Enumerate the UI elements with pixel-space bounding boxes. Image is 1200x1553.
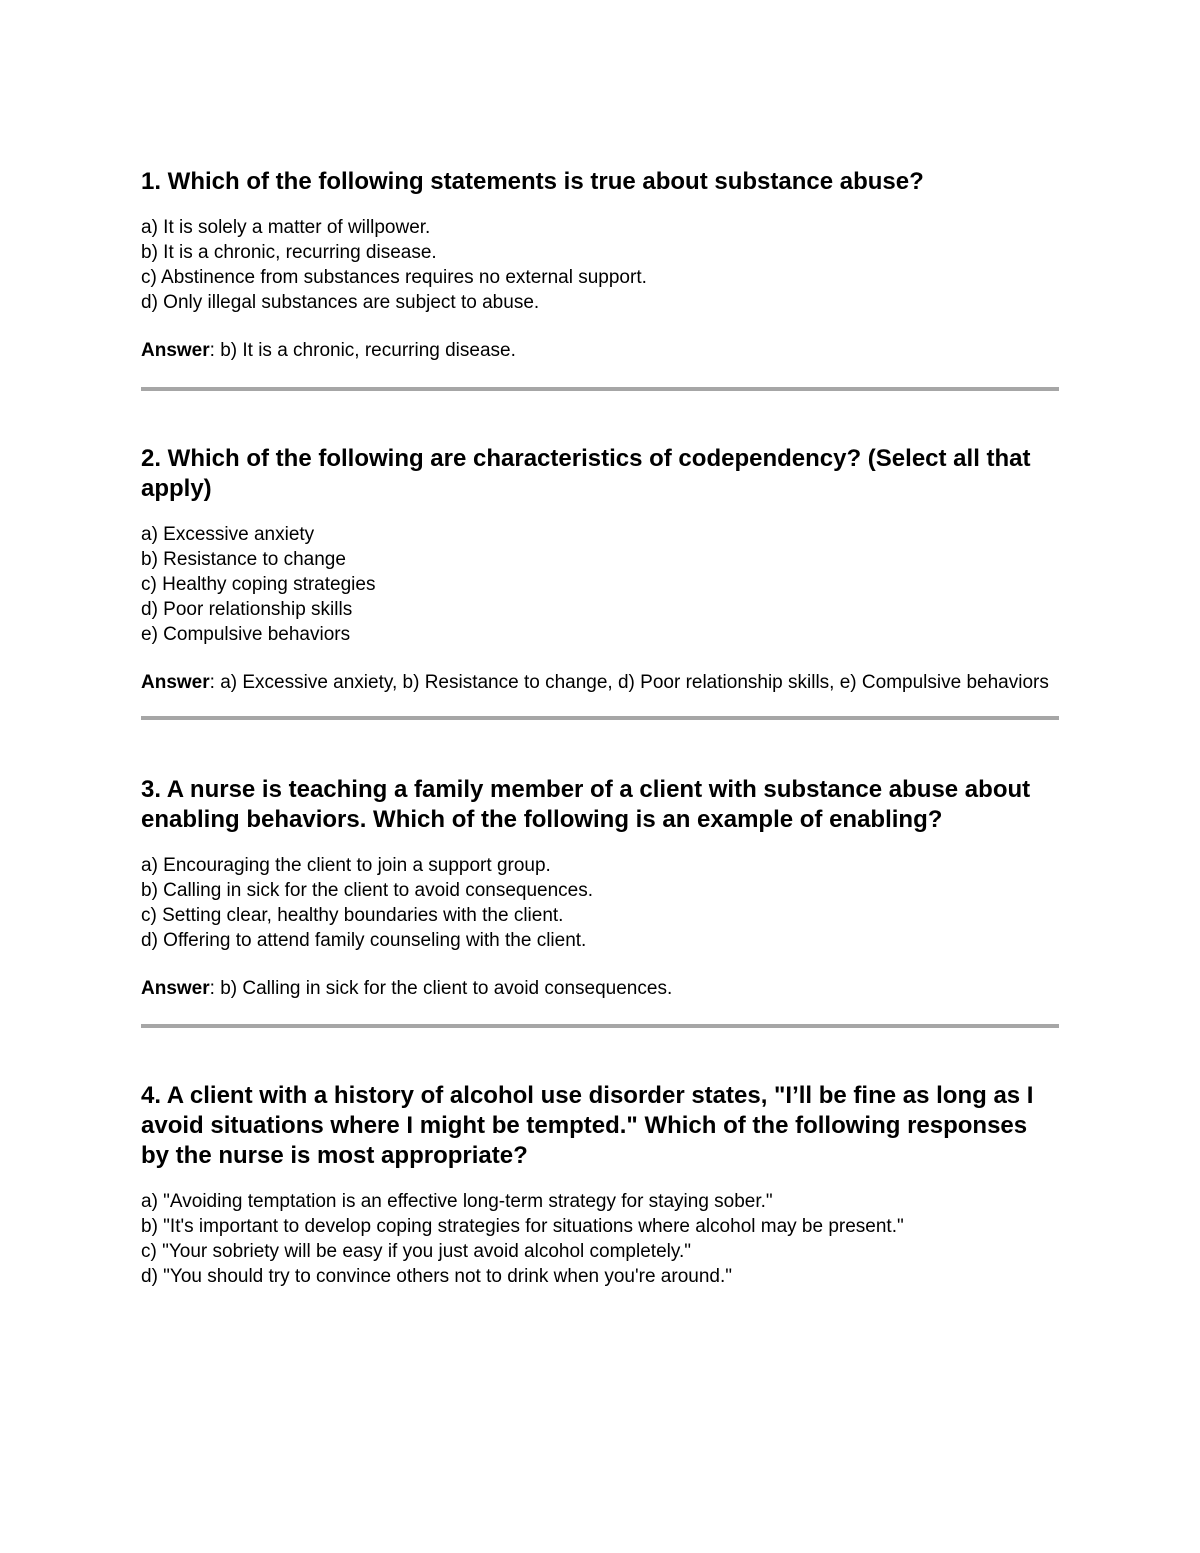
question-4-option-d: d) "You should try to convince others not to drink when you're around." (141, 1266, 732, 1287)
divider-2 (141, 716, 1059, 720)
question-3-answer-text: : b) Calling in sick for the client to avoid consequences. (209, 978, 673, 999)
question-4-options (141, 1189, 1059, 1289)
question-3-option-b: b) Calling in sick for the client to avoid consequences. (141, 880, 594, 901)
question-3-option-d: d) Offering to attend family counseling with the client. (141, 930, 587, 951)
question-2-option-d: d) Poor relationship skills (141, 599, 353, 620)
question-1-option-a: a) It is solely a matter of willpower. (141, 217, 431, 238)
question-1-answer-label: Answer (141, 340, 210, 361)
question-2-title: 2. Which of the following are characteristics of codependency? (Select all that apply) (141, 445, 1031, 502)
question-4-option-a: a) "Avoiding temptation is an effective long-term strategy for staying sober." (141, 1191, 773, 1212)
question-1 (141, 167, 1059, 363)
question-4-option-b: b) "It's important to develop coping strategies for situations where alcohol may be present." (141, 1216, 904, 1237)
question-2-answer-text: : a) Excessive anxiety, b) Resistance to change, d) Poor relationship skills, e) Compulsive behaviors (209, 672, 1049, 693)
question-2 (141, 444, 1059, 695)
question-3-title: 3. A nurse is teaching a family member of a client with substance abuse about enabling behaviors. Which of the following is an example of enabling? (141, 776, 1031, 833)
question-1-option-d: d) Only illegal substances are subject to abuse. (141, 292, 540, 313)
question-2-option-b: b) Resistance to change (141, 549, 346, 570)
divider-3 (141, 1024, 1059, 1028)
question-3-option-a: a) Encouraging the client to join a support group. (141, 855, 551, 876)
question-1-option-b: b) It is a chronic, recurring disease. (141, 242, 437, 263)
question-1-answer-text: : b) It is a chronic, recurring disease. (209, 340, 516, 361)
question-3-options (141, 853, 1059, 953)
question-3-answer (141, 976, 1059, 1001)
question-1-title: 1. Which of the following statements is true about substance abuse? (141, 168, 924, 195)
question-3-option-c: c) Setting clear, healthy boundaries with the client. (141, 905, 564, 926)
question-3-answer-label: Answer (141, 978, 210, 999)
divider-1 (141, 387, 1059, 391)
question-4 (141, 1081, 1059, 1289)
document-page (141, 167, 1059, 1289)
question-1-options (141, 215, 1059, 315)
question-2-answer-label: Answer (141, 672, 210, 693)
question-2-option-c: c) Healthy coping strategies (141, 574, 376, 595)
question-2-option-a: a) Excessive anxiety (141, 524, 315, 545)
question-1-option-c: c) Abstinence from substances requires no external support. (141, 267, 647, 288)
question-4-option-c: c) "Your sobriety will be easy if you just avoid alcohol completely." (141, 1241, 691, 1262)
question-4-title: 4. A client with a history of alcohol use disorder states, "I’ll be fine as long as I avoid situations where I might be tempted." Which of the following responses by the nurse is most appropriate? (141, 1082, 1034, 1169)
question-2-options (141, 522, 1059, 647)
question-2-answer (141, 670, 1059, 695)
question-3 (141, 775, 1059, 1001)
question-2-option-e: e) Compulsive behaviors (141, 624, 351, 645)
question-1-answer (141, 338, 1059, 363)
